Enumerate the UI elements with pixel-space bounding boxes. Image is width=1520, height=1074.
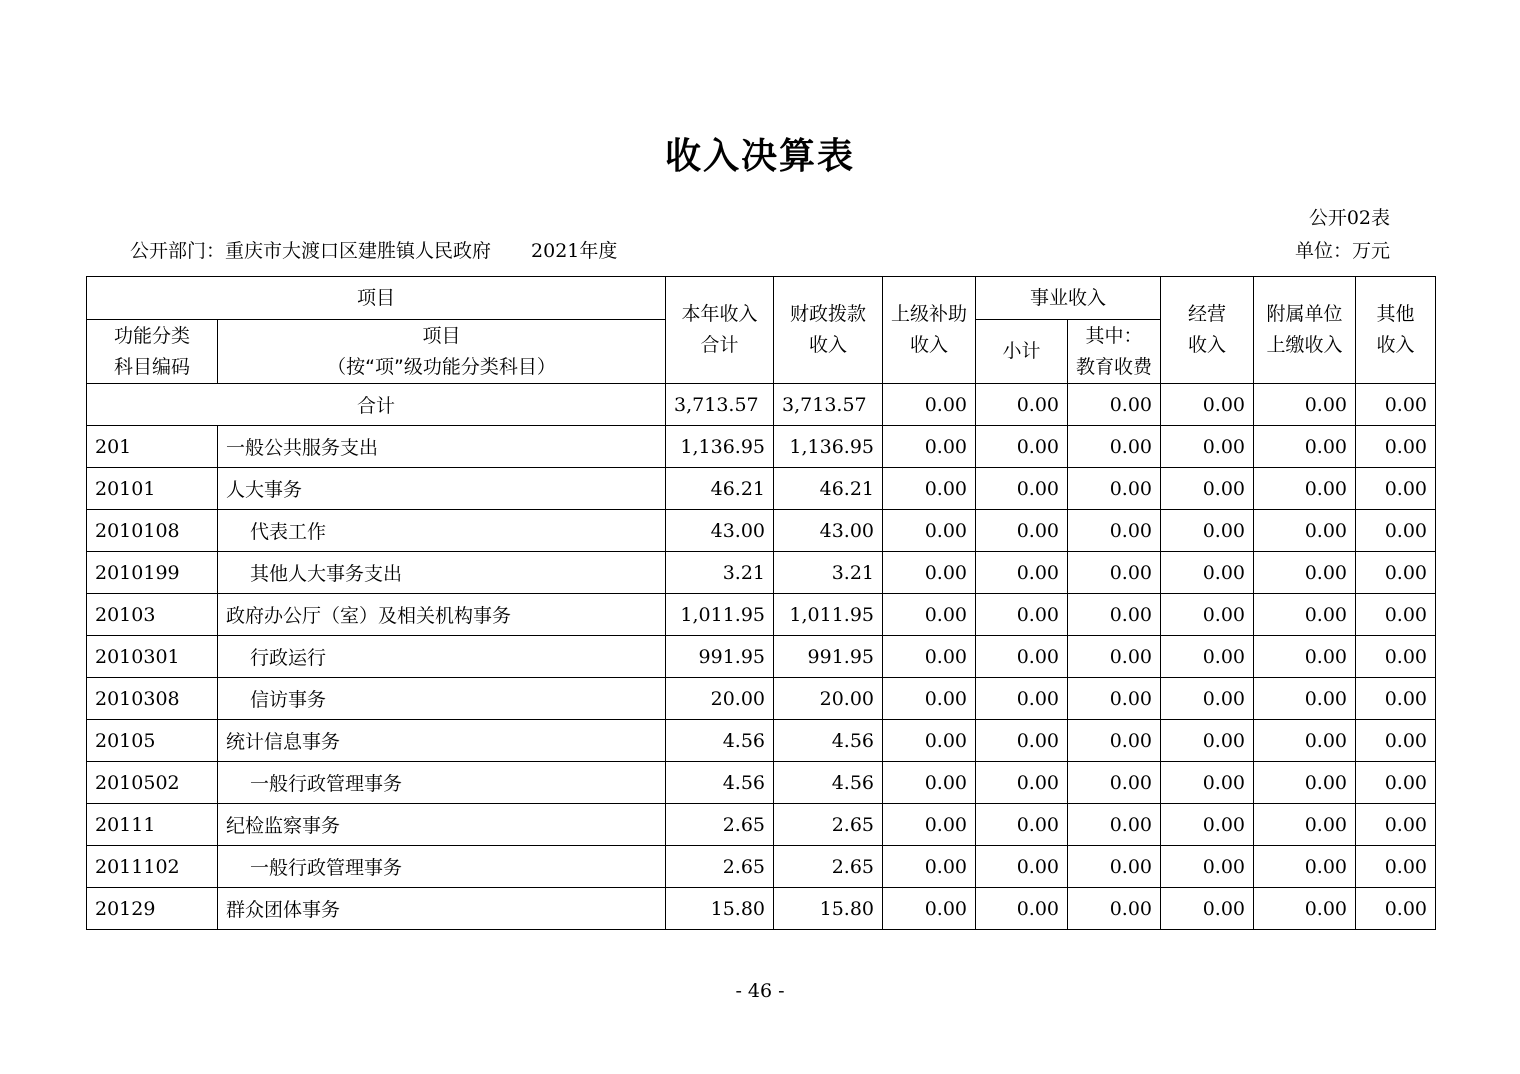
- department-line: [130, 236, 617, 263]
- cell-value: 0.00: [883, 552, 976, 594]
- cell-value: 0.00: [1356, 384, 1436, 426]
- cell-value: 0.00: [1356, 762, 1436, 804]
- cell-value: 3,713.57: [774, 384, 883, 426]
- header-education-fee: 其中： 教育收费: [1068, 320, 1161, 384]
- cell-value: 0.00: [883, 678, 976, 720]
- cell-value: 0.00: [976, 510, 1068, 552]
- cell-value: 0.00: [1254, 804, 1356, 846]
- table-row: [87, 552, 1436, 594]
- row-code: 20103: [87, 594, 218, 636]
- header-other-income: 其他 收入: [1356, 277, 1436, 384]
- cell-value: 0.00: [976, 762, 1068, 804]
- row-code: 2011102: [87, 846, 218, 888]
- cell-value: 0.00: [883, 594, 976, 636]
- cell-value: 0.00: [883, 720, 976, 762]
- cell-value: 0.00: [1161, 720, 1254, 762]
- page-number: - 46 -: [735, 980, 785, 1002]
- cell-value: 0.00: [1161, 762, 1254, 804]
- cell-value: 0.00: [1356, 426, 1436, 468]
- table-row: [87, 762, 1436, 804]
- header-code: 功能分类 科目编码: [87, 320, 218, 384]
- cell-value: 0.00: [1068, 762, 1161, 804]
- cell-value: 2.65: [666, 804, 774, 846]
- table-row: [87, 846, 1436, 888]
- cell-value: 0.00: [1254, 594, 1356, 636]
- row-name: 一般行政管理事务: [218, 762, 666, 804]
- cell-value: 0.00: [976, 636, 1068, 678]
- table-row: [87, 804, 1436, 846]
- cell-value: 0.00: [1068, 426, 1161, 468]
- header-name: 项目 （按“项”级功能分类科目）: [218, 320, 666, 384]
- cell-value: 4.56: [774, 762, 883, 804]
- cell-value: 0.00: [1254, 552, 1356, 594]
- row-name: 人大事务: [218, 468, 666, 510]
- cell-value: 0.00: [976, 384, 1068, 426]
- cell-value: 3,713.57: [666, 384, 774, 426]
- cell-value: 2.65: [666, 846, 774, 888]
- cell-value: 0.00: [883, 426, 976, 468]
- cell-value: 0.00: [1161, 888, 1254, 930]
- page-title: 收入决算表: [664, 136, 855, 177]
- cell-value: 991.95: [666, 636, 774, 678]
- cell-value: 0.00: [883, 762, 976, 804]
- cell-value: 43.00: [666, 510, 774, 552]
- cell-value: 43.00: [774, 510, 883, 552]
- cell-value: 0.00: [976, 720, 1068, 762]
- row-name: 纪检监察事务: [218, 804, 666, 846]
- cell-value: 0.00: [1161, 510, 1254, 552]
- cell-value: 0.00: [883, 468, 976, 510]
- row-name: 行政运行: [218, 636, 666, 678]
- cell-value: 1,136.95: [774, 426, 883, 468]
- cell-value: 0.00: [1068, 720, 1161, 762]
- cell-value: 0.00: [1356, 720, 1436, 762]
- table-row: [87, 426, 1436, 468]
- cell-value: 1,011.95: [666, 594, 774, 636]
- table-row: [87, 888, 1436, 930]
- row-name: 信访事务: [218, 678, 666, 720]
- cell-value: 0.00: [976, 804, 1068, 846]
- cell-value: 0.00: [1254, 762, 1356, 804]
- cell-value: 0.00: [1161, 846, 1254, 888]
- cell-value: 0.00: [883, 510, 976, 552]
- cell-value: 3.21: [666, 552, 774, 594]
- cell-value: 1,136.95: [666, 426, 774, 468]
- header-fiscal-appropriation: 财政拨款 收入: [774, 277, 883, 384]
- row-code: 20111: [87, 804, 218, 846]
- row-code: 2010108: [87, 510, 218, 552]
- cell-value: 0.00: [1161, 552, 1254, 594]
- cell-value: 0.00: [883, 888, 976, 930]
- cell-value: 0.00: [1068, 552, 1161, 594]
- row-code: 201: [87, 426, 218, 468]
- cell-value: 0.00: [1161, 384, 1254, 426]
- cell-value: 4.56: [666, 720, 774, 762]
- cell-value: 0.00: [1356, 888, 1436, 930]
- row-code: 20129: [87, 888, 218, 930]
- cell-value: 3.21: [774, 552, 883, 594]
- cell-value: 2.65: [774, 804, 883, 846]
- cell-value: 0.00: [1356, 552, 1436, 594]
- cell-value: 0.00: [1254, 384, 1356, 426]
- cell-value: 0.00: [1068, 636, 1161, 678]
- fiscal-year: 2021年度: [531, 240, 618, 262]
- row-name: 代表工作: [218, 510, 666, 552]
- cell-value: 0.00: [976, 594, 1068, 636]
- row-name: 群众团体事务: [218, 888, 666, 930]
- cell-value: 0.00: [1161, 468, 1254, 510]
- unit-label: 单位：万元: [1294, 240, 1390, 262]
- row-name: 其他人大事务支出: [218, 552, 666, 594]
- cell-value: 1,011.95: [774, 594, 883, 636]
- table-row: [87, 510, 1436, 552]
- cell-value: 4.56: [774, 720, 883, 762]
- total-label: 合计: [87, 384, 666, 426]
- cell-value: 0.00: [1161, 804, 1254, 846]
- cell-value: 0.00: [1254, 720, 1356, 762]
- cell-value: 0.00: [1356, 678, 1436, 720]
- cell-value: 4.56: [666, 762, 774, 804]
- header-operating-income: 经营 收入: [1161, 277, 1254, 384]
- cell-value: 0.00: [1356, 510, 1436, 552]
- cell-value: 0.00: [1068, 846, 1161, 888]
- row-code: 2010308: [87, 678, 218, 720]
- row-name: 一般公共服务支出: [218, 426, 666, 468]
- row-name: 政府办公厅（室）及相关机构事务: [218, 594, 666, 636]
- row-name: 统计信息事务: [218, 720, 666, 762]
- cell-value: 0.00: [1068, 384, 1161, 426]
- cell-value: 15.80: [774, 888, 883, 930]
- cell-value: 0.00: [1254, 846, 1356, 888]
- header-row-1: [87, 277, 1436, 320]
- cell-value: 0.00: [1161, 594, 1254, 636]
- header-superior-subsidy: 上级补助 收入: [883, 277, 976, 384]
- cell-value: 0.00: [1068, 804, 1161, 846]
- row-name: 一般行政管理事务: [218, 846, 666, 888]
- table-row: [87, 636, 1436, 678]
- table-row: [87, 678, 1436, 720]
- cell-value: 0.00: [976, 552, 1068, 594]
- cell-value: 0.00: [1356, 468, 1436, 510]
- row-code: 2010199: [87, 552, 218, 594]
- cell-value: 20.00: [774, 678, 883, 720]
- row-code: 20101: [87, 468, 218, 510]
- cell-value: 2.65: [774, 846, 883, 888]
- cell-value: 0.00: [1254, 636, 1356, 678]
- cell-value: 0.00: [1356, 594, 1436, 636]
- header-item: 项目: [87, 277, 666, 320]
- cell-value: 991.95: [774, 636, 883, 678]
- cell-value: 0.00: [976, 888, 1068, 930]
- row-code: 20105: [87, 720, 218, 762]
- header-business-income: 事业收入: [976, 277, 1161, 320]
- cell-value: 0.00: [1254, 468, 1356, 510]
- header-affiliate-income: 附属单位 上缴收入: [1254, 277, 1356, 384]
- cell-value: 46.21: [774, 468, 883, 510]
- cell-value: 0.00: [976, 846, 1068, 888]
- income-table: [86, 276, 1436, 930]
- row-code: 2010301: [87, 636, 218, 678]
- cell-value: 0.00: [1068, 678, 1161, 720]
- cell-value: 0.00: [1161, 426, 1254, 468]
- cell-value: 0.00: [1356, 636, 1436, 678]
- cell-value: 0.00: [976, 468, 1068, 510]
- cell-value: 0.00: [1161, 678, 1254, 720]
- table-row: [87, 720, 1436, 762]
- row-code: 2010502: [87, 762, 218, 804]
- total-row: [87, 384, 1436, 426]
- header-total-income: 本年收入 合计: [666, 277, 774, 384]
- cell-value: 0.00: [1068, 468, 1161, 510]
- header-subtotal: 小计: [976, 320, 1068, 384]
- cell-value: 0.00: [1254, 678, 1356, 720]
- cell-value: 0.00: [883, 636, 976, 678]
- table-row: [87, 594, 1436, 636]
- cell-value: 20.00: [666, 678, 774, 720]
- cell-value: 0.00: [1254, 888, 1356, 930]
- cell-value: 0.00: [1356, 846, 1436, 888]
- cell-value: 46.21: [666, 468, 774, 510]
- cell-value: 0.00: [883, 846, 976, 888]
- cell-value: 0.00: [1068, 510, 1161, 552]
- cell-value: 0.00: [1068, 594, 1161, 636]
- cell-value: 15.80: [666, 888, 774, 930]
- department-name: 公开部门：重庆市大渡口区建胜镇人民政府: [130, 240, 492, 262]
- form-number: 公开02表: [1308, 207, 1390, 229]
- cell-value: 0.00: [1254, 510, 1356, 552]
- cell-value: 0.00: [1254, 426, 1356, 468]
- cell-value: 0.00: [883, 804, 976, 846]
- cell-value: 0.00: [883, 384, 976, 426]
- cell-value: 0.00: [1068, 888, 1161, 930]
- cell-value: 0.00: [1356, 804, 1436, 846]
- cell-value: 0.00: [976, 678, 1068, 720]
- cell-value: 0.00: [1161, 636, 1254, 678]
- table-row: [87, 468, 1436, 510]
- cell-value: 0.00: [976, 426, 1068, 468]
